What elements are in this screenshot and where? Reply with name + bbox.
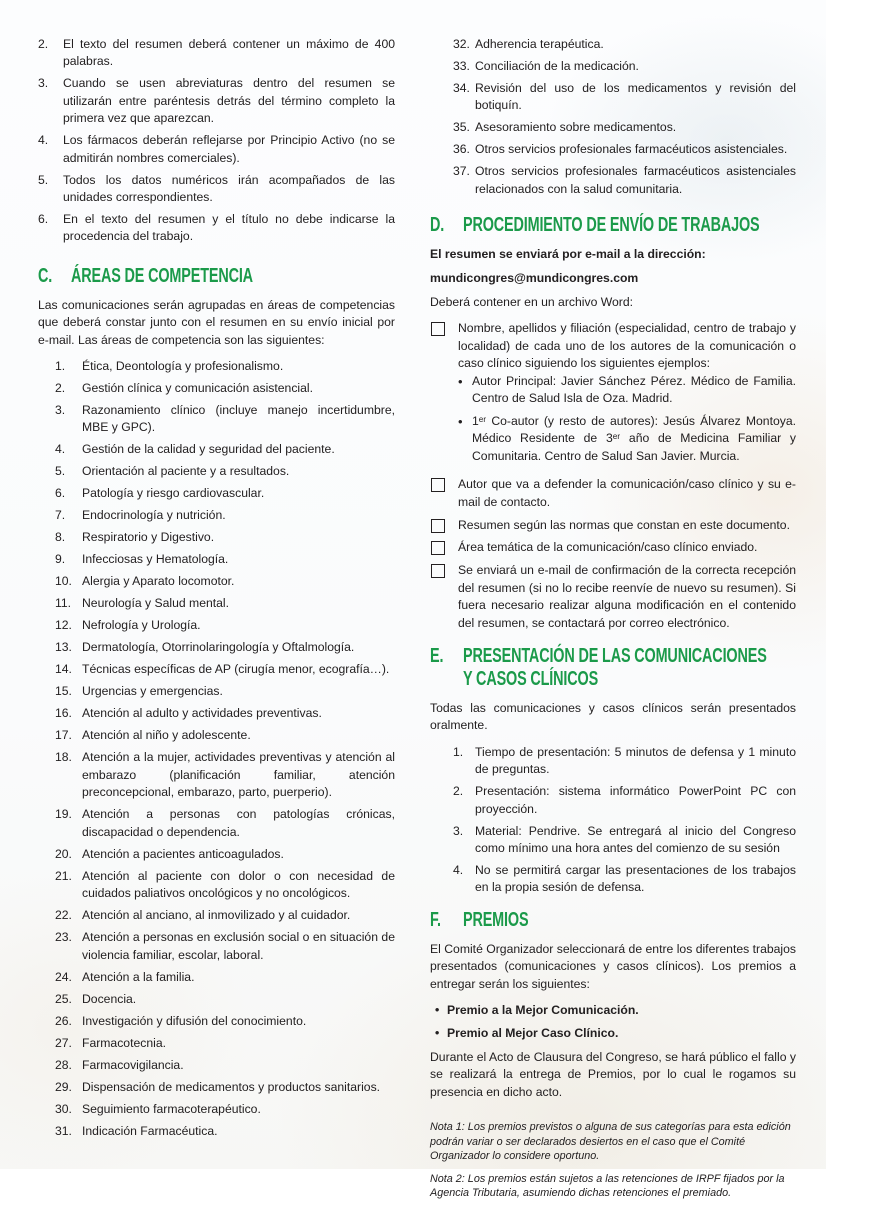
- list-item-text: Endocrinología y nutrición.: [82, 508, 226, 523]
- list-item-number: 2.: [453, 784, 464, 799]
- list-item-number: 23.: [55, 930, 72, 945]
- list-item-number: 19.: [55, 807, 72, 822]
- list-item: [55, 441, 395, 458]
- list-item-text: Docencia.: [82, 991, 137, 1006]
- list-item: [55, 1079, 395, 1096]
- list-item-text: El texto del resumen deberá contener un máximo de 400 palabras.: [63, 37, 395, 69]
- list-item-text: Tiempo de presentación: 5 minutos de defensa y 1 minuto de preguntas.: [475, 744, 796, 777]
- list-item-number: 1.: [55, 359, 66, 374]
- list-item-number: 27.: [55, 1035, 72, 1050]
- list-item: [55, 1013, 395, 1030]
- list-item: [38, 75, 395, 127]
- list-item-number: 4.: [453, 862, 464, 877]
- checklist-item-text: Área temática de la comunicación/caso clínico enviado.: [458, 540, 758, 555]
- list-item-text: Técnicas específicas de AP (cirugía menor, ecografía…).: [82, 662, 390, 677]
- list-item: [453, 58, 796, 75]
- checklist-item-text: Nombre, apellidos y filiación (especialidad, centro de trabajo y localidad) de cada uno de los autores de la comunicación o caso clínico siguiendo los siguientes ejemplos: • Autor Principal: Javier Sánchez Pérez. Médico de Familia. Centro de Salud Isla de Oza. Madrid. • 1ᵉʳ Co-autor (y resto de autores): Jesús Álvarez Montoya. Médico Residente de 3ᵉʳ año de Medicina Familiar y Comunitaria. Centro de Salud San Javier. Murcia.: [458, 320, 796, 470]
- list-item-number: 16.: [55, 706, 72, 721]
- list-item-number: 1.: [453, 744, 464, 759]
- section-title: PROCEDIMIENTO DE ENVÍO DE TRABAJOS: [463, 214, 760, 237]
- list-item-number: 13.: [55, 640, 72, 655]
- list-item: [55, 727, 395, 744]
- list-item-text: Alergia y Aparato locomotor.: [82, 574, 235, 589]
- list-item-number: 9.: [55, 552, 66, 567]
- list-item: [55, 1101, 395, 1118]
- section-letter: F.: [430, 908, 441, 931]
- list-item-number: 12.: [55, 618, 72, 633]
- list-item-text: Farmacovigilancia.: [82, 1057, 184, 1072]
- list-item: [55, 463, 395, 480]
- list-item-number: 11.: [55, 596, 72, 611]
- list-item: [55, 402, 395, 437]
- section-title: Y CASOS CLÍNICOS: [463, 667, 599, 690]
- list-item: [38, 132, 395, 167]
- section-f-intro: El Comité Organizador seleccionará de entre los diferentes trabajos presentados (comunicaciones y casos clínicos). Los premios a entregar serán los siguientes:: [430, 941, 796, 991]
- checklist-item: [430, 320, 796, 470]
- list-item: [55, 551, 395, 568]
- list-item-number: 32.: [453, 37, 470, 51]
- example-text: Autor Principal: Javier Sánchez Pérez. Médico de Familia. Centro de Salud Isla de Oza. Madrid.: [472, 373, 796, 406]
- bullet-icon: •: [458, 373, 463, 389]
- list-item: [453, 862, 796, 897]
- list-item-text: Dispensación de medicamentos y productos sanitarios.: [82, 1079, 381, 1094]
- list-item-number: 3.: [55, 403, 66, 418]
- checkbox-icon: [431, 478, 445, 492]
- section-e-intro: Todas las comunicaciones y casos clínicos serán presentados oralmente.: [430, 700, 796, 733]
- list-item: [38, 172, 395, 207]
- list-item: [55, 595, 395, 612]
- list-item-number: 20.: [55, 846, 72, 861]
- section-c-heading: [38, 265, 395, 288]
- list-item-text: Atención al adulto y actividades preventivas.: [82, 706, 322, 721]
- checklist-item-text: Resumen según las normas que constan en este documento.: [458, 517, 790, 532]
- list-item-number: 35.: [453, 120, 470, 135]
- checklist-sub-list: [458, 373, 796, 466]
- prize-text: Premio a la Mejor Comunicación.: [447, 1003, 639, 1017]
- list-item-text: Revisión del uso de los medicamentos y revisión del botiquín.: [475, 81, 796, 113]
- bullet-icon: •: [435, 1003, 440, 1017]
- list-item-number: 10.: [55, 574, 72, 589]
- competence-areas-list: [38, 358, 395, 1140]
- section-f-outro: Durante el Acto de Clausura del Congreso, se hará público el fallo y se realizará la entrega de Premios, por lo cual le rogamos su presencia en dicho acto.: [430, 1049, 796, 1099]
- section-c-intro: Las comunicaciones serán agrupadas en áreas de competencias que deberá constar junto con el resumen en su envío inicial por e-mail. Las áreas de competencia son las siguientes:: [38, 297, 395, 347]
- list-item: [55, 380, 395, 397]
- list-item-text: Nefrología y Urología.: [82, 618, 201, 633]
- list-item: [453, 163, 796, 198]
- list-item-text: Atención a personas en exclusión social o en situación de violencia familiar, escolar, laboral.: [82, 930, 395, 962]
- list-item-number: 15.: [55, 684, 72, 699]
- list-item-text: Todos los datos numéricos irán acompañados de las unidades correspondientes.: [63, 172, 395, 205]
- list-item-number: 17.: [55, 728, 72, 743]
- checklist-item: [430, 539, 796, 556]
- list-item-number: 4.: [55, 442, 66, 457]
- list-item-number: 36.: [453, 142, 470, 157]
- list-item: [55, 749, 395, 801]
- list-item-text: Atención a la mujer, actividades preventivas y atención al embarazo (planificación familiar, atención preconcepcional, embarazo, parto, puerperio).: [82, 750, 395, 800]
- footnotes: [430, 1120, 796, 1201]
- section-d-heading: [430, 214, 796, 237]
- list-item-text: Material: Pendrive. Se entregará al inicio del Congreso como mínimo una hora antes del comienzo de su sesión: [475, 823, 796, 855]
- list-item-number: 30.: [55, 1101, 72, 1116]
- section-f-heading: [430, 909, 796, 932]
- list-item-text: Otros servicios profesionales farmacéuticos asistenciales.: [475, 142, 788, 157]
- section-title: PREMIOS: [463, 908, 529, 931]
- list-item: [453, 119, 796, 136]
- list-item: [55, 661, 395, 678]
- list-item-number: 14.: [55, 662, 72, 677]
- list-item-number: 29.: [55, 1079, 72, 1094]
- list-item-text: Infecciosas y Hematología.: [82, 552, 229, 567]
- list-item: [55, 969, 395, 986]
- list-item: [55, 991, 395, 1008]
- list-item-number: 6.: [38, 212, 49, 227]
- list-item-text: Atención al paciente con dolor o con necesidad de cuidados paliativos oncológicos y no oncológicos.: [82, 868, 395, 901]
- list-item-text: Atención al anciano, al inmovilizado y al cuidador.: [82, 908, 351, 923]
- list-item: [55, 358, 395, 375]
- general-rules-list: [38, 36, 395, 246]
- list-item-number: 18.: [55, 750, 72, 765]
- competence-areas-list-continued: [430, 36, 796, 198]
- checkbox-icon: [431, 541, 445, 555]
- list-item: [55, 806, 395, 841]
- list-item-number: 34.: [453, 81, 470, 95]
- list-item-number: 24.: [55, 969, 72, 984]
- list-item-text: Atención al niño y adolescente.: [82, 728, 251, 743]
- example-item: [458, 413, 796, 465]
- checklist-item-text: Se enviará un e-mail de confirmación de la correcta recepción del resumen (si no lo recibe reenvíe de nuevo su resumen). Si fuera necesario realizar alguna modificación en el contenido del resumen, se contactará por correo electrónico.: [458, 563, 796, 630]
- list-item: [55, 617, 395, 634]
- presentation-rules-list: [430, 744, 796, 897]
- list-item-text: Ética, Deontología y profesionalismo.: [82, 359, 284, 374]
- list-item-number: 4.: [38, 133, 49, 148]
- list-item: [453, 783, 796, 818]
- list-item-number: 8.: [55, 530, 66, 545]
- list-item: [453, 141, 796, 158]
- list-item: [38, 211, 395, 246]
- list-item: [55, 639, 395, 656]
- list-item-text: Dermatología, Otorrinolaringología y Oftalmología.: [82, 640, 355, 655]
- list-item: [453, 80, 796, 115]
- list-item: [55, 507, 395, 524]
- list-item-number: 6.: [55, 486, 66, 501]
- prize-item: [430, 1025, 796, 1042]
- list-item-number: 5.: [55, 464, 66, 479]
- email-address: mundicongres@mundicongres.com: [430, 271, 639, 286]
- bullet-icon: •: [435, 1026, 440, 1041]
- footnote: Nota 2: Los premios están sujetos a las retenciones de IRPF fijados por la Agencia Tributaria, asumiendo dichas retenciones el premiado.: [430, 1172, 785, 1200]
- prize-item: [430, 1002, 796, 1019]
- checklist-item-text: Autor que va a defender la comunicación/caso clínico y su e-mail de contacto.: [458, 477, 796, 509]
- submission-checklist: [430, 320, 796, 632]
- list-item-number: 3.: [453, 823, 464, 838]
- list-item: [55, 1057, 395, 1074]
- list-item-text: Orientación al paciente y a resultados.: [82, 464, 290, 479]
- prizes-list: [430, 1002, 796, 1043]
- list-item-text: Razonamiento clínico (incluye manejo incertidumbre, MBE y GPC).: [82, 403, 395, 435]
- list-item-text: No se permitirá cargar las presentaciones de los trabajos en la propia sesión de defensa.: [475, 862, 796, 895]
- section-letter: E.: [430, 644, 444, 667]
- checklist-item: [430, 517, 796, 534]
- list-item-text: Patología y riesgo cardiovascular.: [82, 486, 265, 501]
- left-column: [38, 36, 395, 1145]
- list-item-text: Atención a pacientes anticoagulados.: [82, 846, 284, 861]
- list-item-text: Farmacotecnia.: [82, 1035, 166, 1050]
- list-item-number: 28.: [55, 1057, 72, 1072]
- list-item-text: Los fármacos deberán reflejarse por Principio Activo (no se admitirán nombres comerciales).: [63, 133, 395, 165]
- list-item-text: Conciliación de la medicación.: [475, 59, 639, 73]
- list-item: [55, 485, 395, 502]
- list-item: [55, 868, 395, 903]
- list-item-number: 2.: [55, 381, 66, 396]
- checkbox-icon: [431, 322, 445, 336]
- list-item-number: 2.: [38, 37, 49, 51]
- list-item: [55, 529, 395, 546]
- list-item-text: Seguimiento farmacoterapéutico.: [82, 1101, 261, 1116]
- list-item-text: En el texto del resumen y el título no debe indicarse la procedencia del trabajo.: [63, 212, 395, 244]
- list-item-text: Asesoramiento sobre medicamentos.: [475, 120, 677, 135]
- email-instruction: El resumen se enviará por e-mail a la dirección:: [430, 247, 706, 262]
- list-item-number: 37.: [453, 164, 470, 179]
- list-item-text: Atención a la familia.: [82, 969, 195, 984]
- section-letter: C.: [38, 264, 53, 287]
- list-item-text: Indicación Farmacéutica.: [82, 1123, 218, 1138]
- list-item-number: 25.: [55, 991, 72, 1006]
- list-item: [55, 1035, 395, 1052]
- list-item: [453, 744, 796, 779]
- section-title: ÁREAS DE COMPETENCIA: [71, 264, 253, 287]
- list-item-text: Adherencia terapéutica.: [475, 37, 604, 51]
- list-item-number: 33.: [453, 59, 470, 73]
- list-item-number: 7.: [55, 508, 66, 523]
- list-item-text: Gestión de la calidad y seguridad del paciente.: [82, 442, 335, 457]
- bullet-icon: •: [458, 413, 463, 429]
- checkbox-icon: [431, 519, 445, 533]
- list-item: [55, 573, 395, 590]
- list-item-text: Urgencias y emergencias.: [82, 684, 223, 699]
- section-letter: D.: [430, 214, 445, 237]
- list-item: [55, 846, 395, 863]
- list-item: [38, 36, 395, 71]
- section-title: PRESENTACIÓN DE LAS COMUNICACIONES: [463, 644, 767, 667]
- list-item: [453, 823, 796, 858]
- footnote: Nota 1: Los premios previstos o alguna de sus categorías para esta edición podrán variar o ser declarados desiertos en el caso que el Comité Organizador lo considere oportuno.: [430, 1121, 791, 1163]
- list-item-text: Investigación y difusión del conocimiento.: [82, 1013, 307, 1028]
- list-item-text: Presentación: sistema informático PowerPoint PC con proyección.: [475, 784, 796, 816]
- list-item-text: Otros servicios profesionales farmacéuticos asistenciales relacionados con la salud comunitaria.: [475, 164, 796, 196]
- example-text: 1ᵉʳ Co-autor (y resto de autores): Jesús Álvarez Montoya. Médico Residente de 3ᵉʳ año de Medicina Familiar y Comunitaria. Centro de Salud San Javier. Murcia.: [472, 413, 796, 463]
- list-item-text: Gestión clínica y comunicación asistencial.: [82, 381, 313, 396]
- list-item-number: 31.: [55, 1123, 72, 1138]
- list-item: [453, 36, 796, 53]
- list-item-text: Neurología y Salud mental.: [82, 596, 230, 611]
- checkbox-icon: [431, 564, 445, 578]
- list-item: [55, 1123, 395, 1140]
- list-item-number: 21.: [55, 868, 72, 883]
- example-item: [458, 373, 796, 408]
- list-item-number: 3.: [38, 76, 49, 91]
- list-item-text: Respiratorio y Digestivo.: [82, 530, 215, 545]
- list-item: [55, 683, 395, 700]
- list-item: [55, 705, 395, 722]
- prize-text: Premio al Mejor Caso Clínico.: [447, 1026, 619, 1041]
- section-e-heading: [430, 645, 796, 691]
- list-item-text: Cuando se usen abreviaturas dentro del resumen se utilizarán entre paréntesis detrás del término completo la primera vez que aparezcan.: [63, 76, 395, 126]
- right-column: [430, 36, 796, 1209]
- list-item-number: 5.: [38, 172, 49, 187]
- list-item-number: 26.: [55, 1013, 72, 1028]
- list-item: [55, 929, 395, 964]
- list-item-text: Atención a personas con patologías crónicas, discapacidad o dependencia.: [82, 807, 395, 839]
- list-item-number: 22.: [55, 908, 72, 923]
- checklist-item: [430, 562, 796, 632]
- list-item: [55, 907, 395, 924]
- checklist-item: [430, 476, 796, 511]
- word-file-instruction: Deberá contener en un archivo Word:: [430, 295, 634, 310]
